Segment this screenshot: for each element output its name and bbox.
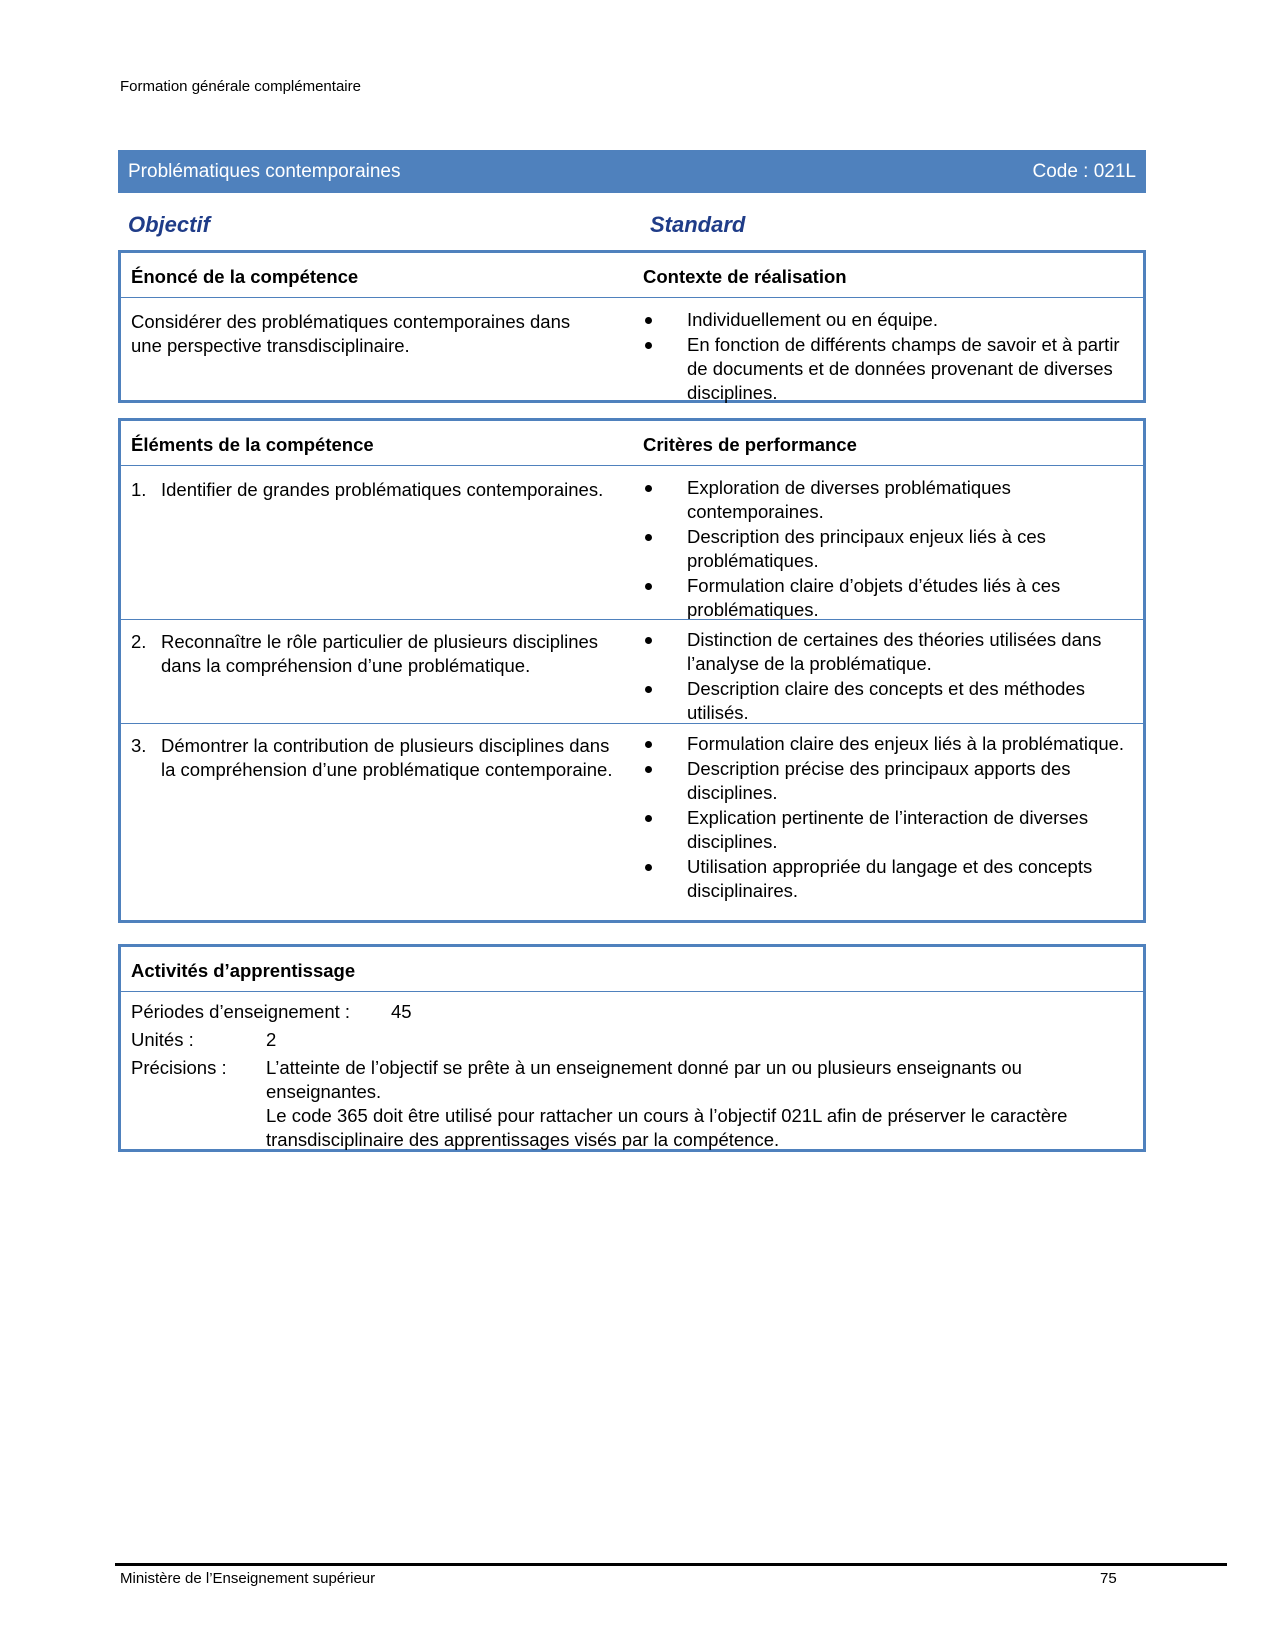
criteria-list (643, 732, 1143, 904)
elements-box (118, 418, 1146, 923)
enonce-box-header (121, 253, 1143, 298)
precisions-text (266, 1056, 1126, 1152)
elements-heading: Éléments de la compétence (131, 434, 374, 455)
page-number: 75 (1100, 1570, 1117, 1587)
enonce-text: Considérer des problématiques contemporaines dans une perspective transdisciplinaire. (131, 311, 571, 356)
unites-row (121, 1028, 1143, 1052)
criterion-item: Description des principaux enjeux liés à ces problématiques. (643, 525, 1143, 573)
contexte-list (643, 308, 1143, 406)
precision-paragraph: Le code 365 doit être utilisé pour rattacher un cours à l’objectif 021L afin de préserver le caractère transdisciplinaire des apprentissages visés par la compétence. (266, 1105, 1068, 1150)
activites-content (121, 992, 1143, 1152)
criterion-item: Explication pertinente de l’interaction de diverses disciplines. (643, 806, 1143, 854)
criterion-item: Description claire des concepts et des méthodes utilisés. (643, 677, 1143, 725)
precisions-row (121, 1056, 1143, 1152)
element-number: 3. (131, 735, 147, 756)
element-text (131, 478, 621, 502)
element-description: Reconnaître le rôle particulier de plusieurs disciplines dans la compréhension d’une problématique. (161, 631, 599, 676)
element-description: Identifier de grandes problématiques contemporaines. (161, 479, 604, 500)
unites-value: 2 (266, 1029, 277, 1050)
element-row (121, 466, 1143, 619)
precision-paragraph: L’atteinte de l’objectif se prête à un enseignement donné par un ou plusieurs enseignants ou enseignantes. (266, 1057, 1022, 1102)
contexte-heading: Contexte de réalisation (643, 266, 847, 287)
activites-box (118, 944, 1146, 1152)
criteria-list (643, 628, 1143, 726)
objectif-label: Objectif (128, 212, 210, 237)
criterion-item: Distinction de certaines des théories utilisées dans l’analyse de la problématique. (643, 628, 1143, 676)
periodes-row (121, 1000, 1143, 1024)
section-labels (128, 212, 1138, 240)
footer-divider (115, 1563, 1227, 1566)
activites-heading: Activités d’apprentissage (131, 960, 356, 981)
criterion-item: Description précise des principaux apports des disciplines. (643, 757, 1143, 805)
elements-box-header (121, 421, 1143, 466)
element-number: 1. (131, 479, 147, 500)
contexte-item: En fonction de différents champs de savoir et à partir de documents et de données provenant de diverses disciplines. (643, 333, 1143, 405)
element-number: 2. (131, 631, 147, 652)
element-text (131, 630, 621, 678)
periodes-label: Périodes d’enseignement : (131, 1001, 351, 1022)
code-label: Code : 021L (1032, 160, 1136, 182)
enonce-box (118, 250, 1146, 403)
criteres-heading: Critères de performance (643, 434, 857, 455)
element-text (131, 734, 621, 782)
criterion-item: Formulation claire des enjeux liés à la problématique. (643, 732, 1143, 756)
footer-ministry: Ministère de l’Enseignement supérieur (120, 1570, 376, 1587)
periodes-value: 45 (391, 1001, 412, 1022)
page-title: Problématiques contemporaines (128, 160, 401, 182)
precisions-label: Précisions : (131, 1057, 227, 1078)
element-description: Démontrer la contribution de plusieurs disciplines dans la compréhension d’une problématique contemporaine. (161, 735, 613, 780)
criteria-list (643, 476, 1143, 623)
criterion-item: Utilisation appropriée du langage et des concepts disciplinaires. (643, 855, 1143, 903)
enonce-heading: Énoncé de la compétence (131, 266, 359, 287)
activites-box-header (121, 947, 1143, 992)
title-bar (118, 150, 1146, 193)
criterion-item: Formulation claire d’objets d’études liés à ces problématiques. (643, 574, 1143, 622)
enonce-row (121, 298, 1143, 401)
unites-label: Unités : (131, 1029, 194, 1050)
element-row (121, 723, 1143, 921)
criterion-item: Exploration de diverses problématiques contemporaines. (643, 476, 1143, 524)
running-head: Formation générale complémentaire (120, 78, 361, 95)
contexte-item: Individuellement ou en équipe. (643, 308, 1143, 332)
element-row (121, 619, 1143, 723)
standard-label: Standard (650, 212, 746, 237)
